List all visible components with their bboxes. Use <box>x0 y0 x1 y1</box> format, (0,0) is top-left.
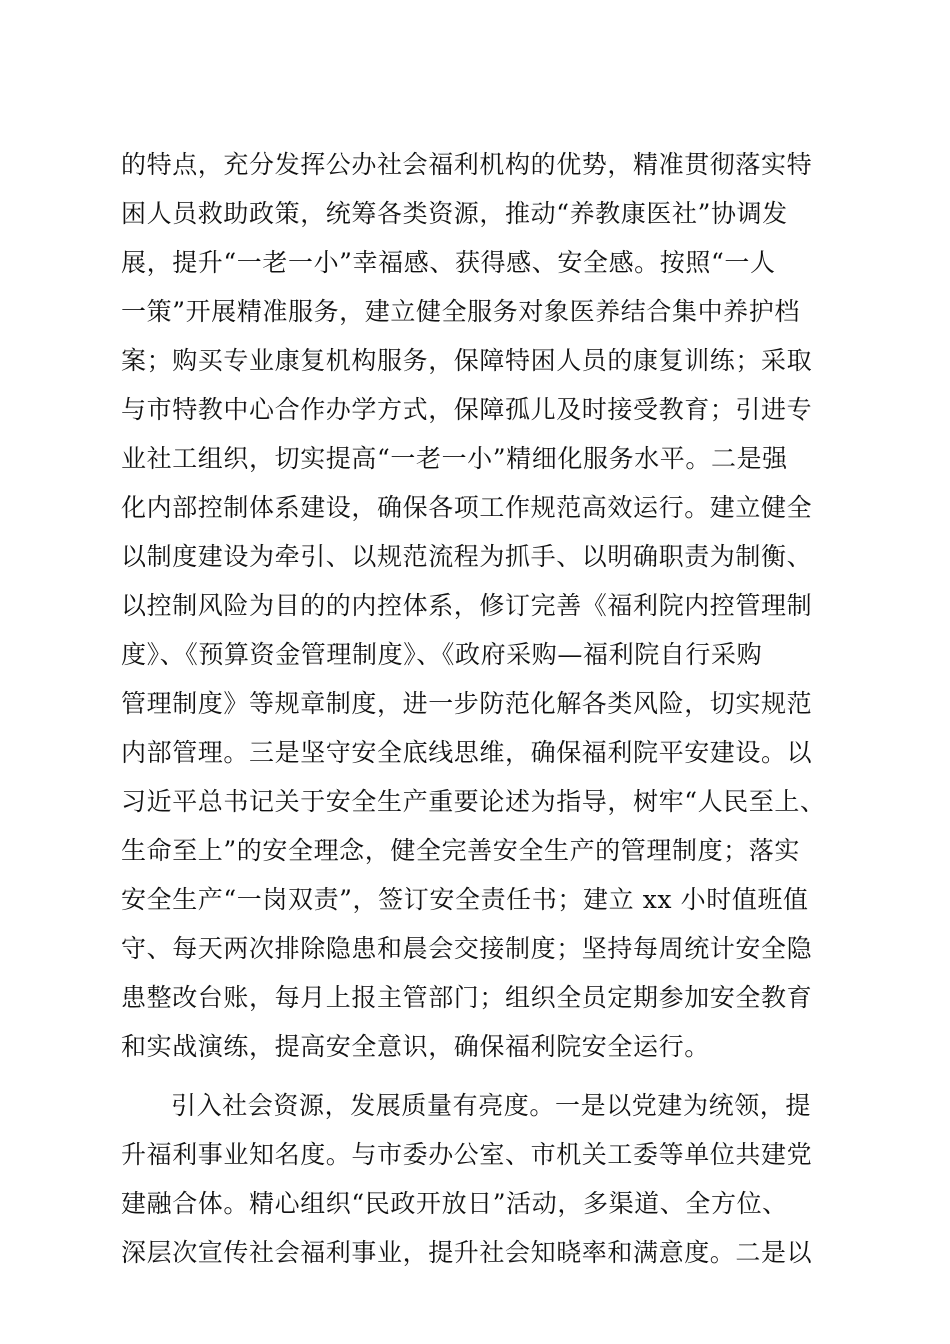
text-line: 内部管理。三是坚守安全底线思维，确保福利院平安建设。以 <box>121 738 813 767</box>
text-line: 与市特教中心合作办学方式，保障孤儿及时接受教育；引进专 <box>121 395 813 424</box>
text-line: 生命至上”的安全理念，健全完善安全生产的管理制度；落实 <box>121 836 800 865</box>
text-line: 以控制风险为目的的内控体系，修订完善《福利院内控管理制 <box>121 591 813 620</box>
text-line: 患整改台账，每月上报主管部门；组织全员定期参加安全教育 <box>121 983 813 1012</box>
text-line: 的特点，充分发挥公办社会福利机构的优势，精准贯彻落实特 <box>121 150 813 179</box>
text-line: 展，提升“一老一小”幸福感、获得感、安全感。按照“一人 <box>121 248 776 277</box>
text-line: 以制度建设为牵引、以规范流程为抓手、以明确职责为制衡、 <box>121 542 813 571</box>
text-line: 管理制度》等规章制度，进一步防范化解各类风险，切实规范 <box>121 689 813 718</box>
text-line: 一策”开展精准服务，建立健全服务对象医养结合集中养护档 <box>121 297 800 326</box>
text-line: 案；购买专业康复机构服务，保障特困人员的康复训练；采取 <box>121 346 813 375</box>
text-line: 守、每天两次排除隐患和晨会交接制度；坚持每周统计安全隐 <box>121 934 813 963</box>
text-line: 建融合体。精心组织“民政开放日”活动，多渠道、全方位、 <box>121 1189 788 1218</box>
text-line: 和实战演练，提高安全意识，确保福利院安全运行。 <box>121 1032 710 1061</box>
text-line: 深层次宣传社会福利事业，提升社会知晓率和满意度。二是以 <box>121 1238 813 1267</box>
text-line: 困人员救助政策，统筹各类资源，推动“养教康医社”协调发 <box>121 199 788 228</box>
text-line: 习近平总书记关于安全生产重要论述为指导，树牢“人民至上、 <box>121 787 826 816</box>
text-line: 安全生产“一岗双责”，签订安全责任书；建立 xx 小时值班值 <box>121 885 809 914</box>
text-line: 化内部控制体系建设，确保各项工作规范高效运行。建立健全 <box>121 493 813 522</box>
text-line: 业社工组织，切实提高“一老一小”精细化服务水平。二是强 <box>121 444 788 473</box>
text-line: 度》、《预算资金管理制度》、《政府采购—福利院自行采购 <box>121 640 763 669</box>
paragraph-first-line: 引入社会资源，发展质量有亮度。一是以党建为统领，提 <box>171 1091 812 1120</box>
text-line: 升福利事业知名度。与市委办公室、市机关工委等单位共建党 <box>121 1140 813 1169</box>
